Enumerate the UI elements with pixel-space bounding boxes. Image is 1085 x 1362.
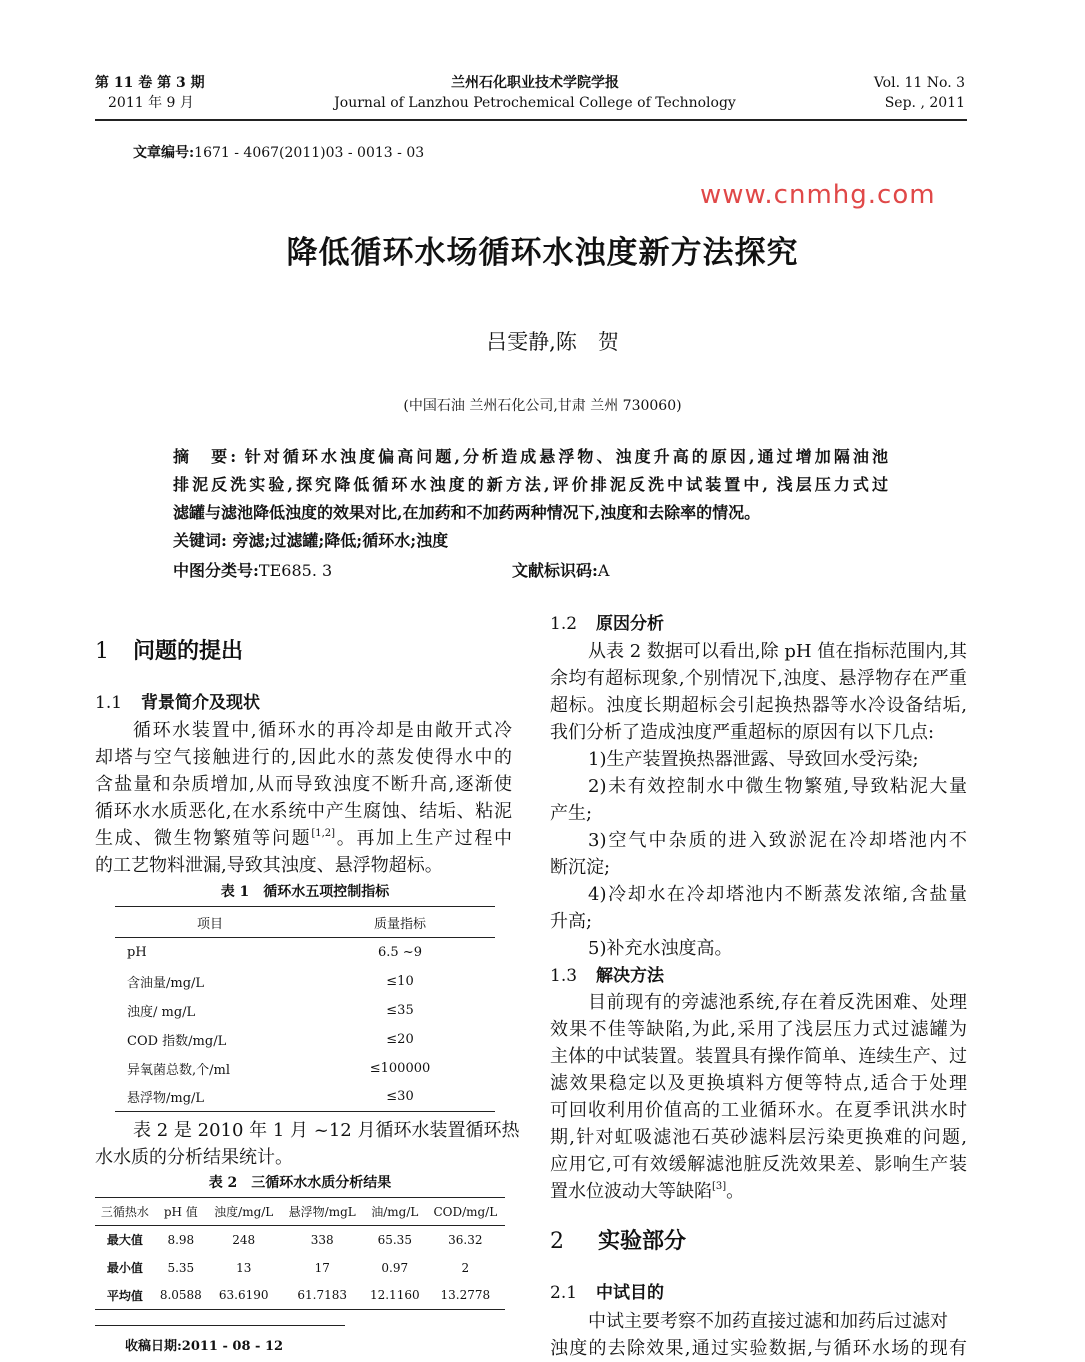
- section-number: 1: [95, 639, 109, 664]
- table-row: [115, 938, 495, 967]
- paragraph-background: [95, 717, 512, 879]
- cause-list: [550, 746, 967, 962]
- text-line: [95, 825, 512, 852]
- table-cell: COD 指数/mg/L: [127, 1033, 227, 1049]
- table-cell: 悬浮物/mg/L: [127, 1091, 205, 1107]
- text-line: 排泥反洗实验,探究降低循环水浊度的新方法,评价排泥反洗中试装置中, 浅层压力式过: [173, 475, 888, 494]
- table-cell: ≤100000: [369, 1060, 431, 1076]
- table-cell: 异氧菌总数,个/ml: [127, 1062, 230, 1078]
- paragraph-solution: [550, 989, 967, 1205]
- section-number: 1.1: [95, 693, 123, 713]
- clc-label: 中图分类号:: [173, 561, 259, 580]
- table-cell: ≤10: [386, 973, 414, 989]
- table-cell: 13: [236, 1260, 252, 1275]
- section-number: 2.1: [550, 1283, 578, 1303]
- citation-superscript[interactable]: [3]: [712, 1181, 727, 1192]
- text-line: 目前现有的旁滤池系统,存在着反洗困难、处理: [588, 992, 967, 1013]
- line-text: 。: [726, 1181, 745, 1202]
- text-line: 我们分析了造成浊度严重超标的原因有以下几点:: [550, 722, 935, 743]
- table-2: [95, 1197, 505, 1310]
- abstract: [173, 443, 888, 555]
- volume-issue-cn: 第 11 卷 第 3 期: [95, 75, 205, 91]
- text-line: 5)补充水浊度高。: [588, 938, 733, 959]
- table-header-row: [115, 907, 495, 938]
- text-line: 可回收利用价值高的工业循环水。在夏季讯洪水时: [550, 1100, 967, 1121]
- section-1-3-heading: [550, 965, 664, 987]
- table-2-caption: 表 2 三循环水水质分析结果: [208, 1175, 392, 1191]
- column-header: 项目: [196, 916, 223, 932]
- text-line: 余均有超标现象,个别情况下,浊度、悬浮物存在严重: [550, 668, 967, 689]
- text-line: 关键词: 旁滤;过滤罐;降低;循环水;浊度: [173, 531, 449, 550]
- article-number: [133, 143, 424, 163]
- table-cell: 6.5 ~9: [378, 944, 422, 960]
- footnote-rule: [95, 1325, 345, 1326]
- text-line: 2)未有效控制水中微生物繁殖,导致粘泥大量: [588, 776, 967, 797]
- text-line: 循环水水质恶化,在水系统中产生腐蚀、结垢、粘泥: [95, 801, 512, 822]
- table-cell: 63.6190: [218, 1288, 269, 1303]
- section-1-heading: [95, 638, 243, 665]
- date-cn: 2011 年 9 月: [108, 95, 194, 111]
- table-row: [115, 1025, 495, 1054]
- table-cell: 浊度/ mg/L: [127, 1004, 196, 1020]
- table-cell: 最大值: [106, 1233, 143, 1248]
- line-text: 置水位波动大等缺陷: [550, 1181, 712, 1202]
- column-header: pH 值: [163, 1205, 198, 1219]
- text-line: 3)空气中杂质的进入致淤泥在冷却塔池内不: [588, 830, 967, 851]
- section-title: 中试目的: [596, 1283, 664, 1303]
- list-item: [550, 935, 967, 962]
- text-line: 断沉淀;: [550, 857, 611, 878]
- clc-number: [173, 557, 332, 585]
- section-2-heading: [550, 1228, 686, 1255]
- table-cell: 5.35: [167, 1260, 195, 1275]
- table-cell: ≤30: [386, 1089, 414, 1105]
- line-text: 。再加上生产过程中: [335, 828, 513, 849]
- column-header: 油/mg/L: [371, 1205, 419, 1219]
- column-header: 浊度/mg/L: [214, 1205, 274, 1219]
- table-cell: 最小值: [106, 1261, 143, 1275]
- table-cell: pH: [127, 944, 147, 960]
- authors: 吕雯静,陈 贺: [486, 330, 619, 354]
- table-cell: 248: [232, 1232, 256, 1247]
- table-cell: ≤35: [386, 1002, 414, 1018]
- paragraph-pilot-purpose: [550, 1308, 967, 1362]
- table-row: [95, 1282, 505, 1310]
- table-header-row: [95, 1198, 505, 1226]
- table-row: [95, 1254, 505, 1282]
- page-title: 降低循环水场循环水浊度新方法探究: [286, 235, 799, 271]
- table-1: [115, 906, 495, 1112]
- text-line: 滤罐与滤池降低浊度的效果对比,在加药和不加药两种情况下,浊度和去除率的情况。: [173, 503, 761, 522]
- document-code-value: A: [597, 561, 610, 580]
- journal-name-en: Journal of Lanzhou Petrochemical College of Technology: [334, 95, 736, 111]
- text-line: 从表 2 数据可以看出,除 pH 值在指标范围内,其: [588, 641, 968, 662]
- table-cell: ≤20: [386, 1031, 414, 1047]
- section-1-1-heading: [95, 692, 260, 714]
- received-date: 收稿日期:2011 - 08 - 12: [125, 1339, 284, 1354]
- text-line: 浊度的去除效果,通过实验数据,与循环水场的现有: [550, 1338, 967, 1359]
- document-code-label: 文献标识码:: [512, 561, 598, 580]
- article-number-value: 1671 - 4067(2011)03 - 0013 - 03: [194, 145, 425, 161]
- section-title: 解决方法: [596, 966, 664, 986]
- text-line: 超标。浊度长期超标会引起换热器等水冷设备结垢,: [550, 695, 967, 716]
- section-title: 原因分析: [596, 614, 664, 634]
- table-cell: 8.98: [167, 1232, 195, 1247]
- table-cell: 0.97: [381, 1260, 409, 1275]
- volume-issue-en: Vol. 11 No. 3: [873, 75, 965, 91]
- citation-superscript[interactable]: [1,2]: [311, 828, 336, 839]
- text-line: 却塔与空气接触进行的,因此水的蒸发使得水中的: [95, 747, 512, 768]
- text-line: 的工艺物料泄漏,导致其浊度、悬浮物超标。: [95, 855, 443, 876]
- column-header: 质量指标: [373, 916, 426, 932]
- column-header: COD/mg/L: [433, 1204, 498, 1219]
- text-line: 升高;: [550, 911, 593, 932]
- section-number: 1.2: [550, 614, 578, 634]
- document-code: [512, 557, 609, 585]
- table-cell: 12.1160: [369, 1288, 420, 1303]
- table-cell: 8.0588: [159, 1288, 202, 1303]
- text-line: 表 2 是 2010 年 1 月 ~12 月循环水装置循环热: [133, 1120, 520, 1141]
- article-number-label: 文章编号:: [133, 145, 195, 161]
- table-cell: 含油量/mg/L: [127, 975, 205, 991]
- section-number: 1.3: [550, 966, 578, 986]
- list-item: [550, 746, 967, 773]
- text-line: 滤效果稳定以及更换填料方便等特点,适合于处理: [550, 1073, 967, 1094]
- section-title: 实验部分: [598, 1228, 687, 1254]
- text-line: 摘 要: 针对循环水浊度偏高问题,分析造成悬浮物、浊度升高的原因,通过增加隔油池: [173, 447, 888, 466]
- list-item: [550, 827, 967, 881]
- journal-name-cn: 兰州石化职业技术学院学报: [451, 75, 619, 91]
- text-line: 应用它,可有效缓解滤池脏反洗效果差、影响生产装: [550, 1154, 967, 1175]
- section-2-1-heading: [550, 1282, 664, 1304]
- clc-value: TE685. 3: [258, 561, 333, 580]
- table-row: [115, 967, 495, 996]
- text-line: 期,针对虹吸滤池石英砂滤料层污染更换难的问题,: [550, 1127, 967, 1148]
- watermark: www.cnmhg.com: [700, 180, 936, 210]
- column-header: 悬浮物/mgL: [288, 1205, 356, 1219]
- table-1-caption: 表 1 循环水五项控制指标: [220, 884, 390, 900]
- table-cell: 13.2778: [440, 1288, 491, 1303]
- section-title: 背景简介及现状: [141, 693, 260, 713]
- text-line: 产生;: [550, 803, 593, 824]
- section-title: 问题的提出: [133, 638, 244, 664]
- text-line: 4)冷却水在冷却塔池内不断蒸发浓缩,含盐量: [588, 884, 967, 905]
- table-cell: 61.7183: [297, 1288, 348, 1303]
- list-item: [550, 881, 967, 935]
- table-cell: 17: [314, 1260, 330, 1275]
- table-cell: 2: [461, 1260, 470, 1275]
- table-row: [115, 1054, 495, 1083]
- text-line: 主体的中试装置。装置具有操作简单、连续生产、过: [550, 1046, 967, 1067]
- text-line: [550, 1178, 967, 1205]
- table-row: [115, 1083, 495, 1112]
- section-1-2-heading: [550, 613, 664, 635]
- text-line: 1)生产装置换热器泄露、导致回水受污染;: [588, 749, 919, 770]
- column-header: 三循热水: [100, 1205, 149, 1219]
- table-cell: 65.35: [377, 1232, 412, 1247]
- table-cell: 338: [310, 1232, 334, 1247]
- section-number: 2: [550, 1229, 564, 1254]
- table-row: [95, 1226, 505, 1254]
- text-line: 循环水装置中,循环水的再冷却是由敞开式冷: [133, 720, 512, 741]
- text-line: 水水质的分析结果统计。: [95, 1147, 293, 1168]
- date-en: Sep. , 2011: [884, 95, 965, 111]
- table-cell: 平均值: [106, 1288, 143, 1303]
- paragraph-table2-intro: [95, 1117, 520, 1171]
- list-item: [550, 773, 967, 827]
- table-cell: 36.32: [448, 1232, 483, 1247]
- paragraph-cause-analysis: [550, 638, 967, 746]
- affiliation: (中国石油 兰州石化公司,甘肃 兰州 730060): [403, 398, 682, 414]
- table-row: [115, 996, 495, 1025]
- header-rule: [95, 119, 967, 121]
- text-line: 中试主要考察不加药直接过滤和加药后过滤对: [588, 1311, 948, 1332]
- line-text: 生成、微生物繁殖等问题: [95, 828, 312, 849]
- text-line: 效果不佳等缺陷,为此,采用了浅层压力式过滤罐为: [550, 1019, 967, 1040]
- text-line: 含盐量和杂质增加,从而导致浊度不断升高,逐渐使: [95, 774, 512, 795]
